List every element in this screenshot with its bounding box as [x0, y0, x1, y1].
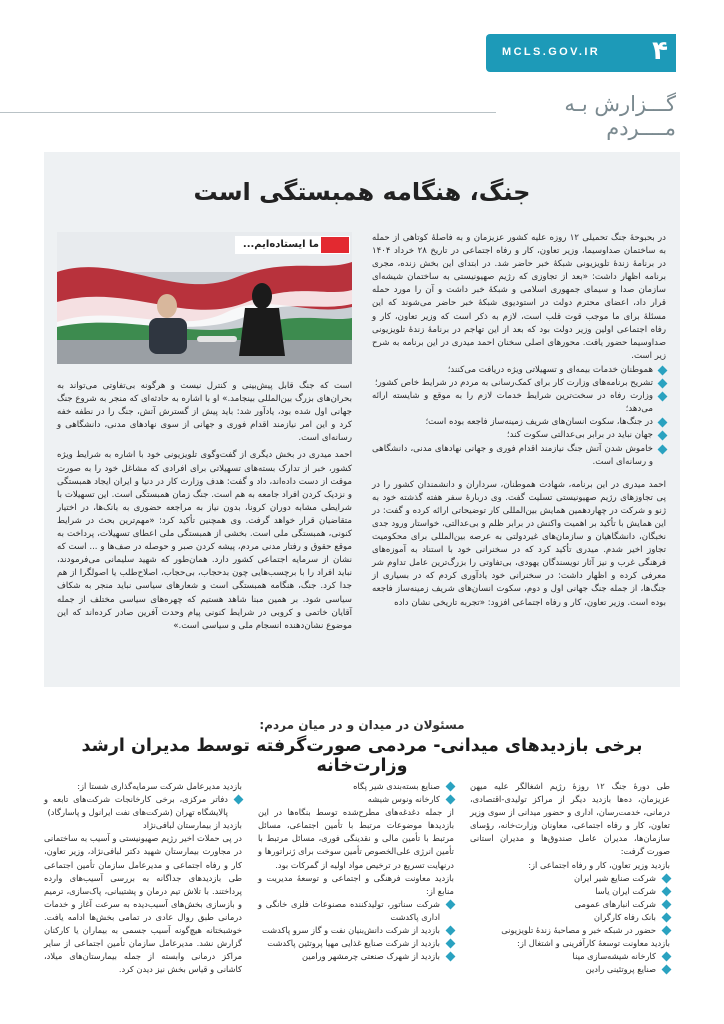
diamond-bullet-icon: [662, 899, 672, 909]
list-item: جهان نباید در برابر بی‌عدالتی سکوت کند؛: [372, 429, 666, 442]
diamond-bullet-icon: [658, 379, 668, 389]
diamond-bullet-icon: [662, 873, 672, 883]
diamond-bullet-icon: [446, 939, 456, 949]
diamond-bullet-icon: [658, 431, 668, 441]
section-divider: [0, 112, 496, 113]
diamond-bullet-icon: [662, 886, 672, 896]
list-item: شرکت سناتور، تولیدکننده مصنوعات فلزی خانگی و اداری پاکدشت: [258, 898, 454, 924]
article-subhead-4: بازدید مدیرعامل شرکت سرمایه‌گذاری شستا از:: [77, 781, 242, 791]
list-item: بانک رفاه کارگران: [470, 911, 670, 924]
diamond-bullet-icon: [658, 365, 668, 375]
diamond-bullet-icon: [446, 795, 456, 805]
page-number: ۴: [652, 36, 668, 66]
list-item: حضور در شبکه خبر و مصاحبهٔ زندهٔ تلویزیونی: [470, 924, 670, 937]
article-subhead-3: بازدید معاونت فرهنگی و اجتماعی و توسعهٔ مدیریت و منابع از:: [258, 872, 454, 896]
list-item: کارخانه شیشه‌سازی مینا: [470, 950, 670, 963]
article-mid-paragraph: از جمله دغدغه‌های مطرح‌شده توسط بنگاه‌ها در این بازدیدها موضوعات مرتبط با تأمین اجتماعی، مسائل مرتبط با تأمین مالی و نقدینگی فوری، مسائل مرتبط با تأمین انرژی علی‌الخصوص تأمین سوخت برای ژنراتورها و درنهایت تسریع در ترخیص مواد اولیه از گمرکات بود.: [258, 807, 454, 870]
list-item: بازدید از شرکت صنایع غذایی مهیا پروتئین پاکدشت: [258, 937, 454, 950]
list-item: تشریح برنامه‌های وزارت کار برای کمک‌رسانی به مردم در شرایط خاص کشور؛: [372, 377, 666, 390]
list-item: شرکت انبارهای عمومی: [470, 898, 670, 911]
list-item: شرکت صنایع شیر ایران: [470, 872, 670, 885]
diamond-bullet-icon: [662, 926, 672, 936]
diamond-bullet-icon: [446, 952, 456, 962]
list-item: در جنگ‌ها، سکوت انسان‌های شریف زمینه‌ساز فاجعه بوده است؛: [372, 416, 666, 429]
feature-bullets: [372, 364, 666, 469]
list-item: بازدید از شرکت دانش‌بنیان نفت و گاز سرو پاکدشت: [258, 924, 454, 937]
article-col-middle: [258, 780, 454, 963]
list-item: کارخانه ونوس شیشه: [258, 793, 454, 806]
list-item: صنایع پروتئینی رادین: [470, 963, 670, 976]
article-intro: طی دورهٔ جنگ ۱۲ روزهٔ رژیم اشغالگر علیه میهن عزیزمان، ده‌ها بازدید دیگر از مراکز تولیدی-اقتصادی، درمانی، خدمت‌رسان، اداری و حضور میدانی از سوی وزیر تعاون، کار و رفاه اجتماعی، معاونان وزارت‌خانه، رؤسای سازمان‌ها، مدیران عامل صندوق‌ها و مدیران استانی صورت گرفت:: [470, 781, 670, 857]
studio-illustration: [57, 232, 352, 364]
diamond-bullet-icon: [658, 392, 668, 402]
article-left-paragraph: در پی حملات اخیر رژیم صهیونیستی و آسیب به ساختمانی در مجاورت بیمارستان شهید دکتر لبافی‌نژاد، وزیر تعاون، کار و رفاه اجتماعی و مدیرعامل سازمان تأمین اجتماعی طی بازدیدهای جداگانه به بررسی آسیب‌های وارده پرداختند. با تلاش تیم درمان و پشتیبانی، پاک‌سازی، ترمیم و بازسازی بخش‌های آسیب‌دیده به سرعت آغاز و خدمات درمانی طبق روال عادی در تمامی بخش‌ها ادامه یافت. خوشبختانه هیچ‌گونه آسیب جسمی به بیماران یا کارکنان گزارش نشد. مدیرعامل سازمان تأمین اجتماعی از سایر مراکز درمانی وابسته از جمله بیمارستان‌های میلاد، کاشانی و قیاس بخش نیز دیدن کرد.: [44, 833, 242, 975]
feature-paragraph-1: در بحبوحهٔ جنگ تحمیلی ۱۲ روزه علیه کشور عزیزمان و به فاصلهٔ کوتاهی از حمله به ساختمان صداوسیما، وزیر تعاون، کار و رفاه اجتماعی در تاریخ ۲۸ خرداد ۱۴۰۴ در برنامهٔ زندهٔ تلویزیونی شبکهٔ خبر حاضر شد. در ابتدای این بخش زنده، مجری برنامه اظهار داشت: «بعد از تجاوزی که رژیم صهیونیستی به ساختمان شیشه‌ای سازمان صدا و سیمای جمهوری اسلامی و شبکهٔ خبر داشت و آن را مورد حمله قرار داد، اعضای محترم دولت در استودیوی شبکهٔ خبر حاضر می‌شوند که این مسئلهٔ برای ما موجب قوت قلب است، لازم به ذکر است که وزیر تعاون، کار و رفاه اجتماعی اولین وزیر دولت بود که بعد از این تهاجم در برنامهٔ زندهٔ تلویزیونی صداوسیما حضور یافت. محورهای اصلی سخنان احمد میدری در این برنامه به شرح زیر است.: [372, 233, 666, 361]
diamond-bullet-icon: [662, 965, 672, 975]
diamond-bullet-icon: [446, 899, 456, 909]
feature-paragraph-4: احمد میدری در بخش دیگری از گفت‌وگوی تلویزیونی خود با اشاره به شرایط ویژه کشور، خبر از تدارک بسته‌های تسهیلاتی برای افرادی که مشاغل خود را به صورت موقت از دست داده‌اند، داد و گفت: هدف وزارت کار در دنیا و ایران ایجاد همبستگی و نزدیک کردن افراد جامعه به هم است. جنگ زمان همبستگی است. این تسهیلات با شرایطی مشابه دوران کرونا، بدون نیاز به مراجعه حضوری به بانک‌ها، در اختیار متقاضیان قرار خواهد گرفت. وی همچنین تأکید کرد: «مهم‌ترین بحث در شرایط کنونی، همبستگی ملی است. بخشی از همبستگی ملی اعطای تسهیلات، پرداخت به موقع حقوق و رفتار مدنی مردم، پیشه کردن صبر و حوصله در صف‌ها و ... است که نشان از سرمایه اجتماعی کشور دارد. همان‌طور که شهید سلیمانی می‌فرمودند، نباید افراد را با برچسب‌هایی چون بدحجاب، بی‌حجاب، اصلاح‌طلب یا اصولگرا از هم جدا کرد. جنگ، هنگامه همبستگی است و شعارهای سیاسی نباید منجر به شکاف سیاسی شود. بر همین مبنا شاهد هستیم که چهره‌های سیاسی مختلف از جمله آقایان خاتمی و کروبی در شرایط کنونی پیام وحدت آفرین صادر کرده‌اند که این موضوع نشان‌دهنده انسجام ملی و سیاسی است.»: [57, 450, 352, 631]
article-col-right: [470, 780, 670, 976]
feature-paragraph-3: است که جنگ قابل پیش‌بینی و کنترل نیست و هرگونه بی‌تفاوتی می‌تواند به بحران‌های بزرگ بین‌المللی بینجامد.» او با اشاره به حادثه‌ای که منجر به شروع جنگ جهانی اول شده بود، یادآور شد: باید پیش از گسترش آتش، جنگ را در نطفه خفه کرد و این امر نیازمند اقدام فوری و جهانی از سوی نهادهای مدنی، دانشگاهی و رسانه‌ای است.: [57, 381, 352, 444]
tv-interview-photo: [57, 232, 352, 364]
article-kicker: مسئولان در میدان و در میان مردم:: [259, 718, 465, 732]
site-badge: [486, 34, 676, 72]
diamond-bullet-icon: [658, 444, 668, 454]
diamond-bullet-icon: [446, 926, 456, 936]
article-headline: برخی بازدیدهای میدانی- مردمی صورت‌گرفته توسط مدیران ارشد وزارت‌خانه: [81, 736, 643, 776]
article-subhead-5: بازدید از بیمارستان لبافی‌نژاد: [143, 820, 242, 831]
feature-col-right: [372, 232, 666, 610]
list-item: صنایع بسته‌بندی شیر پگاه: [258, 780, 454, 793]
diamond-bullet-icon: [446, 782, 456, 792]
feature-paragraph-2: احمد میدری در این برنامه، شهادت هموطنان، سرداران و دانشمندان کشور را در پی تجاوزهای رژیم صهیونیستی تسلیت گفت. وی دربارهٔ سفر هفته گذشته خود به ژنو و شرکت در چهاردهمین همایش بین‌المللی کار توضیحاتی ارائه کرده و گفت: در این همایش با تأکید بر اهمیت واکنش در برابر ظلم و بی‌عدالتی، خواستار ورود جدی نخبگان، دانشگاهیان و سازمان‌های غیردولتی به عرصه بین‌المللی برای محکومیت تجاوز اخیر شدم. میدری تأکید کرد که در سخنرانی خود با استناد به آموزه‌های فرهنگی غرب و نیز آثار نویسندگان یهودی، بی‌تفاوتی را بزرگ‌ترین عامل تداوم شر معرفی کرده و اظهار داشت: در سخنرانی خود یادآوری کردم که در بسیاری از جنگ‌ها، از جمله جنگ جهانی اول و دوم، سکوت انسان‌های شریف زمینه‌ساز فاجعه بوده است. وزیر تعاون، کار و رفاه اجتماعی افزود: «تجربه تاریخی نشان داده: [372, 479, 666, 608]
diamond-bullet-icon: [658, 418, 668, 428]
site-url: MCLS.GOV.IR: [502, 46, 601, 58]
list-item: شرکت ایران یاسا: [470, 885, 670, 898]
list-item: دفاتر مرکزی، برخی کارخانجات شرکت‌های تابعه و پالایشگاه تهران (شرکت‌های نفت ایرانول و پاسارگاد): [44, 793, 242, 819]
article-subhead-2: بازدید معاونت توسعهٔ کارآفرینی و اشتغال از:: [517, 938, 670, 949]
section-title: گـــزارش بـه مــــردم: [564, 92, 676, 140]
feature-col-left: [57, 380, 352, 633]
list-item: بازدید از شهرک صنعتی چرمشهر ورامین: [258, 950, 454, 963]
article-col-left: [44, 780, 242, 976]
diamond-bullet-icon: [234, 795, 244, 805]
diamond-bullet-icon: [662, 912, 672, 922]
list-item: خاموش شدن آتش جنگ نیازمند اقدام فوری و جهانی نهادهای مدنی، دانشگاهی و رسانه‌ای است.: [372, 443, 666, 469]
diamond-bullet-icon: [662, 952, 672, 962]
list-item: هموطنان خدمات بیمه‌ای و تسهیلاتی ویژه دریافت می‌کنند؛: [372, 364, 666, 377]
list-item: وزارت رفاه در سخت‌ترین شرایط خدمات لازم را به موقع و شایسته ارائه می‌دهد؛: [372, 390, 666, 416]
article-subhead-1: بازدید وزیر تعاون، کار و رفاه اجتماعی از:: [528, 859, 670, 870]
feature-title: جنگ، هنگامه همبستگی است: [193, 178, 531, 206]
photo-caption: ما ایستاده‌ایم...: [242, 239, 319, 250]
